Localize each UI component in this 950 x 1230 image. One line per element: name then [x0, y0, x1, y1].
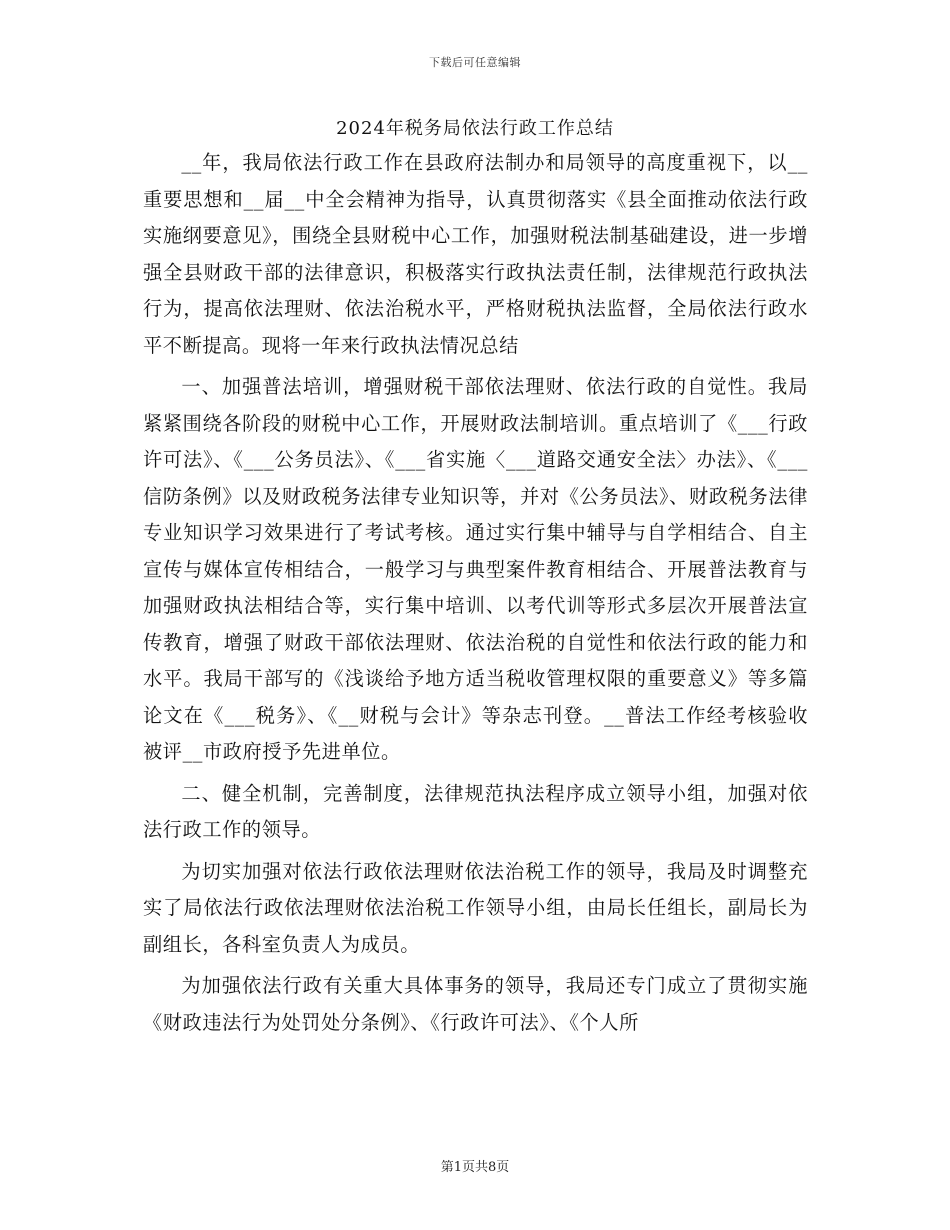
paragraph-leadership-group: 为切实加强对依法行政依法理财依法治税工作的领导，我局及时调整充实了局依法行政依法理财依法治税工作领导小组，由局长任组长，副局长为副组长，各科室负责人为成员。 [143, 859, 808, 956]
header-note: 下载后可任意编辑 [429, 56, 521, 69]
paragraph-special-group: 为加强依法行政有关重大具体事务的领导，我局还专门成立了贯彻实施《财政违法行为处罚处分条例》、《行政许可法》、《个人所 [143, 974, 808, 1034]
page-number: 第1页共8页 [440, 1160, 510, 1175]
paragraph-section-2-heading: 二、健全机制，完善制度，法律规范执法程序成立领导小组，加强对依法行政工作的领导。 [143, 781, 808, 841]
document-title: 2024年税务局依法行政工作总结 [336, 118, 614, 139]
paragraph-intro: __年，我局依法行政工作在县政府法制办和局领导的高度重视下，以__重要思想和__届__中全会精神为指导，认真贯彻落实《县全面推动依法行政实施纲要意见》，围绕全县财税中心工作，加强财税法制基础建设，进一步增强全县财政干部的法律意识，积极落实行政执法责任制，法律规范行政执法行为，提高依法理财、依法治税水平，严格财税执法监督，全局依法行政水平不断提高。现将一年来行政执法情况总结 [143, 151, 808, 357]
document-body [143, 145, 808, 1041]
paragraph-section-1: 一、加强普法培训，增强财税干部依法理财、依法行政的自觉性。我局紧紧围绕各阶段的财税中心工作，开展财政法制培训。重点培训了《___行政许可法》、《___公务员法》、《___省实施〈___道路交通安全法〉办法》、《___信防条例》以及财政税务法律专业知识等，并对《公务员法》、财政税务法律专业知识学习效果进行了考试考核。通过实行集中辅导与自学相结合、自主宣传与媒体宣传相结合，一般学习与典型案件教育相结合、开展普法教育与加强财政执法相结合等，实行集中培训、以考代训等形式多层次开展普法宣传教育，增强了财政干部依法理财、依法治税的自觉性和依法行政的能力和水平。我局干部写的《浅谈给予地方适当税收管理权限的重要意义》等多篇论文在《___税务》、《__财税与会计》等杂志刊登。__普法工作经考核验收被评__市政府授予先进单位。 [143, 375, 808, 763]
